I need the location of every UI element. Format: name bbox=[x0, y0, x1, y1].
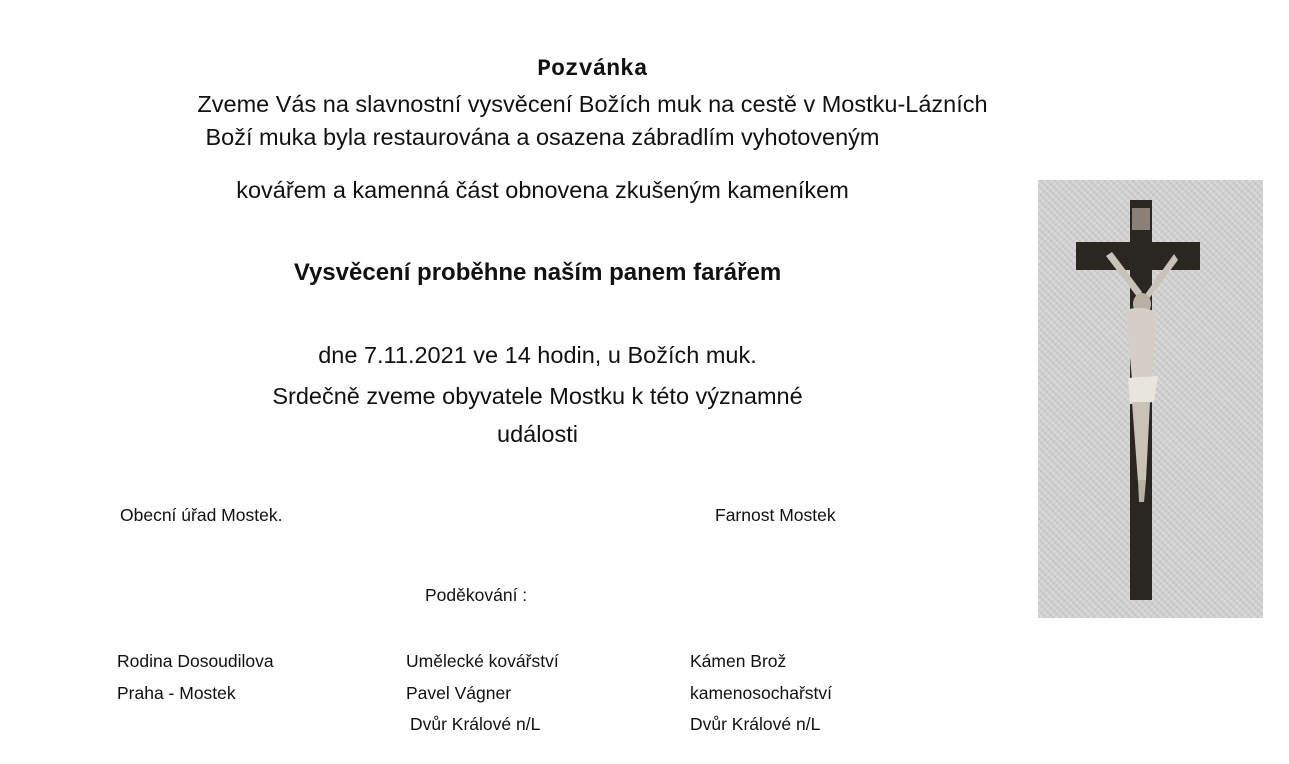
event-line-3: události bbox=[497, 421, 578, 447]
event-line-1: dne 7.11.2021 ve 14 hodin, u Božích muk. bbox=[318, 342, 757, 368]
organizer-parish: Farnost Mostek bbox=[715, 505, 836, 525]
thanks-col2-line3: Dvůr Králové n/L bbox=[410, 714, 541, 734]
thanks-col1-line2: Praha - Mostek bbox=[117, 683, 236, 703]
thanks-col1-line1: Rodina Dosoudilova bbox=[117, 651, 274, 671]
thanks-col2-line1: Umělecké kovářství bbox=[406, 651, 559, 671]
crucifix-icon bbox=[1038, 180, 1263, 618]
intro-line-1: Zveme Vás na slavnostní vysvěcení Božích muk na cestě v Mostku-Lázních bbox=[197, 91, 988, 117]
intro-line-3: kovářem a kamenná část obnovena zkušeným kameníkem bbox=[236, 177, 849, 203]
crucifix-photo bbox=[1038, 180, 1263, 618]
event-line-2: Srdečně zveme obyvatele Mostku k této významné bbox=[272, 383, 803, 409]
thanks-col2-line2: Pavel Vágner bbox=[406, 683, 512, 703]
invitation-heading: Pozvánka bbox=[537, 56, 648, 82]
organizer-municipality: Obecní úřad Mostek. bbox=[120, 505, 283, 525]
thanks-col3-line2: kamenosochařství bbox=[690, 683, 833, 703]
thanks-col3-line3: Dvůr Králové n/L bbox=[690, 714, 821, 734]
thanks-col3-line1: Kámen Brož bbox=[690, 651, 787, 671]
intro-line-2: Boží muka byla restaurována a osazena zábradlím vyhotoveným bbox=[205, 124, 880, 150]
thanks-label: Poděkování : bbox=[425, 585, 528, 605]
consecration-line: Vysvěcení proběhne naším panem farářem bbox=[293, 259, 782, 286]
